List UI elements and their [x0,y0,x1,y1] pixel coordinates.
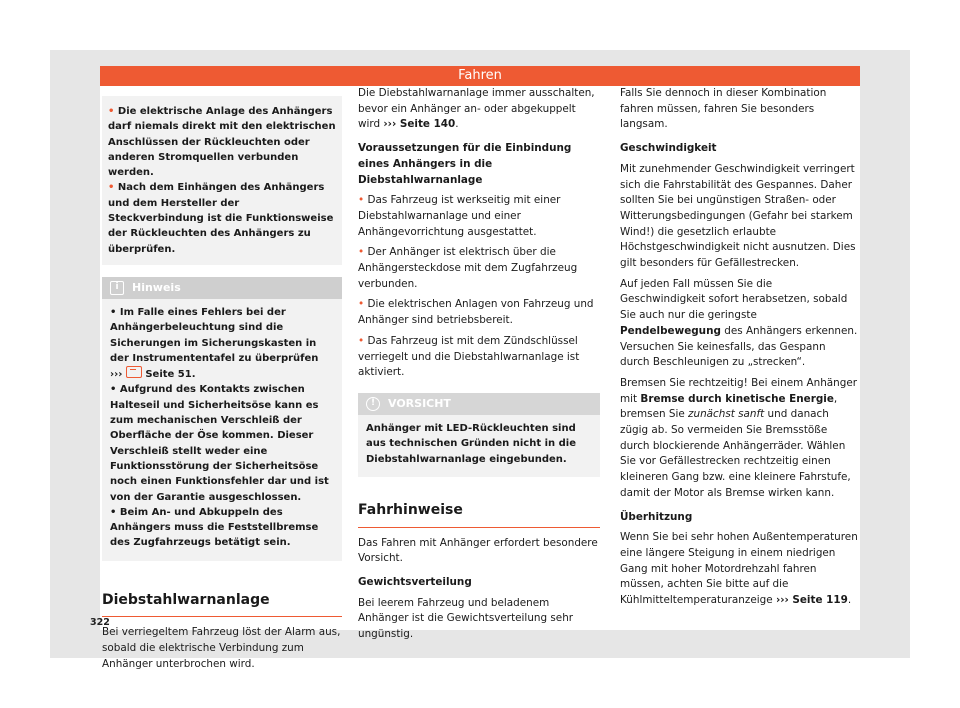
caution-body: Anhänger mit LED-Rückleuchten sind aus technischen Gründen nicht in die Diebstahlwarnanlage eingebunden. [366,422,577,465]
info-icon: i [110,281,124,295]
weight-text: Bei leerem Fahrzeug und beladenem Anhänger ist die Gewichtsverteilung sehr ungünstig. [358,596,574,641]
section-text: Bei verriegeltem Fahrzeug löst der Alarm aus, sobald die elektrische Verbindung zum Anhänger unterbrochen wird. [102,626,341,670]
column-2 [358,86,600,643]
hint-body [102,299,342,561]
subheading-weight: Gewichtsverteilung [358,575,472,588]
warning-continuation-box [102,96,342,265]
page-link[interactable]: ››› Seite 119 [775,594,848,607]
hint-box [102,277,342,561]
list-item: • Das Fahrzeug ist mit dem Zündschlüssel verriegelt und die Diebstahlwarnanlage ist aktiviert. [358,334,580,379]
list-item: • Das Fahrzeug ist werkseitig mit einer Diebstahlwarnanlage und einer Anhängevorrichtung ausgestattet. [358,194,561,238]
paragraph: Falls Sie dennoch in dieser Kombination fahren müssen, fahren Sie besonders langsam. [620,87,827,131]
subheading-speed: Geschwindigkeit [620,142,717,155]
warning-item: • Nach dem Einhängen des Anhängers und dem Hersteller der Steckverbindung ist die Funktionsweise der Rückleuchten des Anhängers zu überprüfen. [108,182,334,255]
hint-item: • Beim An- und Abkuppeln des Anhängers muss die Feststellbremse des Zugfahrzeugs betätigt sein. [110,506,319,549]
column-3 [620,86,858,609]
section-title-fahrhinweise: Fahrhinweise [358,503,600,528]
section-text: Das Fahren mit Anhänger erfordert besondere Vorsicht. [358,536,598,565]
paragraph: Mit zunehmender Geschwindigkeit verringert sich die Fahrstabilität des Gespannes. Daher sollten Sie bei ungünstigen Straßen- oder Witterungsbedingungen (Gefahr bei starkem Wind!) die gesetzlich erlaubte Höchstgeschwindigkeit nicht ausnutzen. Dies gilt besonders für Gefällestrecken. [620,162,856,270]
list-item: • Der Anhänger ist elektrisch über die Anhängersteckdose mit dem Zugfahrzeug verbunden. [358,246,578,290]
chapter-header: Fahren [100,66,860,86]
caution-header: ! VORSICHT [358,393,600,415]
hint-header: i Hinweis [102,277,342,299]
intro-paragraph: Die Diebstahlwarnanlage immer ausschalten, bevor ein Anhänger an- oder abgekuppelt wird ››› Seite 140. [358,87,595,131]
paragraph: Bremsen Sie rechtzeitig! Bei einem Anhänger mit Bremse durch kinetische Energie, bremsen Sie zunächst sanft und danach zügig ab. So vermeiden Sie Bremsstöße durch blockierende Anhängerräder. Wählen Sie vor Gefällestrecken rechtzeitig einen kleineren Gang bzw. eine kleinere Fahrstufe, damit der Motor als Bremse wirken kann. [620,376,858,499]
paragraph: Wenn Sie bei sehr hohen Außentemperaturen eine längere Steigung in einem niedrigen Gang mit hoher Motordrehzahl fahren müssen, achten Sie bitte auf die Kühlmitteltemperaturanzeige ››› Seite 119. [620,531,858,607]
subheading-requirements: Voraussetzungen für die Einbindung eines Anhängers in die Diebstahlwarnanlage [358,142,572,186]
subheading-overheat: Überhitzung [620,510,693,523]
page-link[interactable]: ››› Seite 140 [383,118,456,131]
warning-icon: ! [366,397,380,411]
page-content [100,86,860,670]
car-icon [126,366,142,378]
page-link[interactable]: Seite 51 [145,369,192,381]
column-1 [102,86,342,673]
section-title-diebstahl: Diebstahlwarnanlage [102,593,342,618]
list-item: • Die elektrischen Anlagen von Fahrzeug und Anhänger sind betriebsbereit. [358,298,594,327]
warning-item: • Die elektrische Anlage des Anhängers darf niemals direkt mit den elektrischen Anschlüssen der Rückleuchten oder anderen Stromquellen verbunden werden. [108,106,336,179]
paragraph: Auf jeden Fall müssen Sie die Geschwindigkeit sofort herabsetzen, sobald Sie auch nur die geringste Pendelbewegung des Anhängers erkennen. Versuchen Sie keinesfalls, das Gespann durch Beschleunigen zu „strecken“. [620,277,858,369]
hint-item: • Aufgrund des Kontakts zwischen Halteseil und Sicherheitsöse kann es zum mechanischen Verschleiß der Oberfläche der Öse kommen. Dieser Verschleiß stellt weder eine Funktionsstörung der Sicherheitsöse noch einen Funktionsfehler dar und ist von der Garantie ausgeschlossen. [110,384,329,503]
page-number: 322 [90,617,110,628]
caution-box [358,393,600,477]
hint-item: • Im Falle eines Fehlers bei der Anhängerbeleuchtung sind die Sicherungen im Sicherungskasten in der Instrumententafel zu überprüfen ››› Seite 51. [110,306,319,381]
